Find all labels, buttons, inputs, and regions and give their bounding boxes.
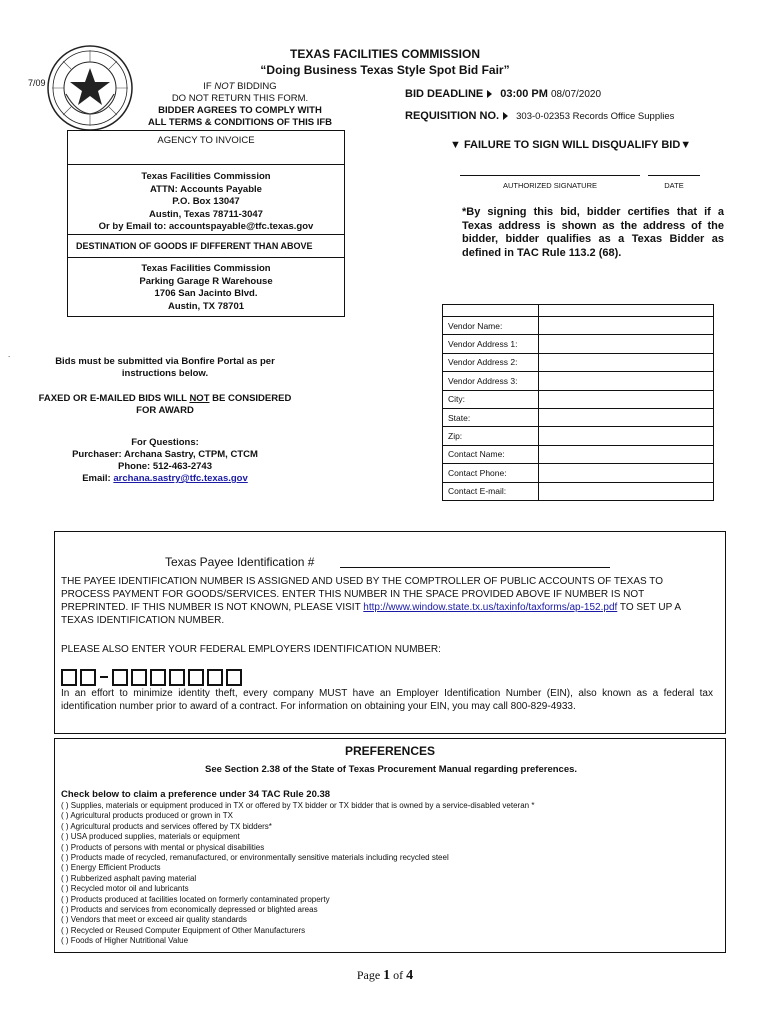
list-item[interactable]: ( ) Rubberized asphalt paving material — [61, 873, 197, 883]
contact-name-input[interactable] — [539, 445, 714, 463]
table-row: Vendor Name: — [443, 317, 714, 335]
list-item[interactable]: ( ) USA produced supplies, materials or equipment — [61, 832, 240, 842]
list-item[interactable]: ( ) Foods of Higher Nutritional Value — [61, 936, 189, 946]
payee-identification-box — [54, 531, 726, 734]
list-item[interactable]: ( ) Products made of recycled, remanufactured, or environmentally sensitive materials including recycled steel — [61, 853, 449, 863]
payee-explanation: THE PAYEE IDENTIFICATION NUMBER IS ASSIGNED AND USED BY THE COMPTROLLER OF PUBLIC ACCOUNTS OF TEXAS TO PROCESS PAYMENT FOR GOODS/SERVICES. ENTER THIS NUMBER IN THE SPACE PROVIDED ABOVE IF NUMBER IS NOT PREPRINTED. IF THIS NUMBER IS NOT KNOWN, PLEASE VISIT http://www.window.state.tx.us/taxinfo/taxforms/ap-152.pdf TO SET UP A TEXAS IDENTIFICATION NUMBER. — [61, 576, 681, 626]
vendor-name-input[interactable] — [539, 317, 714, 335]
preferences-box — [54, 738, 726, 953]
date-label: DATE — [664, 181, 684, 190]
signature-line[interactable] — [460, 175, 640, 176]
table-row: Contact Phone: — [443, 464, 714, 482]
list-item[interactable]: ( ) Products of persons with mental or physical disabilities — [61, 842, 265, 852]
table-row: State: — [443, 408, 714, 426]
contact-phone-input[interactable] — [539, 464, 714, 482]
purchaser-email-link[interactable]: archana.sastry@tfc.texas.gov — [113, 473, 248, 484]
table-row: Vendor Address 3: — [443, 372, 714, 390]
list-item[interactable]: ( ) Recycled motor oil and lubricants — [61, 884, 189, 894]
triangle-right-icon — [487, 90, 492, 98]
preferences-instruction: Check below to claim a preference under 34 TAC Rule 20.38 — [61, 789, 331, 800]
bidding-notice: IF NOT BIDDING DO NOT RETURN THIS FORM. BIDDER AGREES TO COMPLY WITH ALL TERMS & CONDITIONS OF THIS IFB — [147, 81, 333, 128]
agency-box — [67, 130, 345, 317]
texas-bidder-certification: *By signing this bid, bidder certifies that if a Texas address is shown as the address of the bidder, bidder qualifies as a Texas Bidder as defined in TAC Rule 113.2 (68). — [462, 206, 724, 259]
preferences-title: PREFERENCES — [344, 744, 436, 758]
list-item[interactable]: ( ) Products and services from economically depressed or blighted areas — [61, 905, 318, 915]
fein-input-boxes[interactable] — [61, 663, 245, 689]
failure-to-sign-warning: ▼ FAILURE TO SIGN WILL DISQUALIFY BID▼ — [450, 139, 692, 151]
agency-header: AGENCY TO INVOICE — [68, 131, 344, 165]
page-subtitle: “Doing Business Texas Style Spot Bid Fair” — [260, 63, 510, 77]
texas-state-seal-icon — [46, 44, 134, 132]
destination-header: DESTINATION OF GOODS IF DIFFERENT THAN ABOVE — [68, 234, 344, 258]
zip-input[interactable] — [539, 427, 714, 445]
list-item[interactable]: ( ) Recycled or Reused Computer Equipment of Other Manufacturers — [61, 925, 306, 935]
table-row: Zip: — [443, 427, 714, 445]
list-item[interactable]: ( ) Products produced at facilities located on formerly contaminated property — [61, 894, 330, 904]
fein-label: PLEASE ALSO ENTER YOUR FEDERAL EMPLOYERS IDENTIFICATION NUMBER: — [61, 644, 441, 655]
table-row: Vendor Address 1: — [443, 335, 714, 353]
preferences-subtitle: See Section 2.38 of the State of Texas Procurement Manual regarding preferences. — [205, 764, 578, 775]
page-title: TEXAS FACILITIES COMMISSION — [289, 47, 480, 61]
payee-id-label: Texas Payee Identification # — [165, 555, 315, 569]
bid-deadline: BID DEADLINE 03:00 PM 08/07/2020 — [405, 88, 602, 100]
vendor-address2-input[interactable] — [539, 353, 714, 371]
requisition-number: REQUISITION NO. 303-0-02353 Records Office Supplies — [405, 110, 675, 122]
payee-id-input[interactable] — [340, 567, 610, 568]
table-row: City: — [443, 390, 714, 408]
table-row: Contact Name: — [443, 445, 714, 463]
list-item[interactable]: ( ) Agricultural products produced or grown in TX — [61, 811, 233, 821]
table-row: Vendor Address 2: — [443, 353, 714, 371]
vendor-address1-input[interactable] — [539, 335, 714, 353]
destination-address: Texas Facilities Commission Parking Garage R Warehouse 1706 San Jacinto Blvd. Austin, TX 78701 — [139, 263, 273, 312]
vendor-info-table — [442, 304, 714, 501]
signature-label: AUTHORIZED SIGNATURE — [502, 181, 598, 190]
vendor-address3-input[interactable] — [539, 372, 714, 390]
agency-address: Texas Facilities Commission ATTN: Accounts Payable P.O. Box 13047 Austin, Texas 78711-3047 Or by Email to: accountspayable@tfc.texas.gov — [98, 171, 314, 232]
state-input[interactable] — [539, 408, 714, 426]
ap152-form-link[interactable]: http://www.window.state.tx.us/taxinfo/taxforms/ap-152.pdf — [363, 602, 618, 613]
date-line[interactable] — [648, 175, 700, 176]
list-item[interactable]: ( ) Energy Efficient Products — [61, 863, 161, 873]
stray-mark: . — [8, 350, 11, 359]
table-row: Contact E-mail: — [443, 482, 714, 500]
contact-email-input[interactable] — [539, 482, 714, 500]
page-number: Page 1 of 4 — [356, 968, 414, 983]
list-item[interactable]: ( ) Supplies, materials or equipment produced in TX or offered by TX bidder or TX bidder that is owned by a service-disabled veteran * — [61, 801, 535, 810]
triangle-right-icon — [503, 112, 508, 120]
submission-instructions: Bids must be submitted via Bonfire Portal as per instructions below. FAXED OR E-MAILED BIDS WILL NOT BE CONSIDERED FOR AWARD For Questions: Purchaser: Archana Sastry, CTPM, CTCM Phone: 512-463-2743 Email: archana.sastry@tfc.texas.gov — [38, 356, 292, 484]
form-version: 7/09 — [28, 78, 46, 88]
city-input[interactable] — [539, 390, 714, 408]
list-item[interactable]: ( ) Agricultural products and services offered by TX bidders* — [61, 821, 272, 831]
preferences-list — [61, 801, 534, 947]
ein-notice: In an effort to minimize identity theft, every company MUST have an Employer Identification Number (EIN), also known as a federal tax identification number prior to award of a contract. For information on obtaining your EIN, you may call 800-829-4933. — [61, 688, 713, 712]
list-item[interactable]: ( ) Vendors that meet or exceed air quality standards — [61, 915, 247, 925]
